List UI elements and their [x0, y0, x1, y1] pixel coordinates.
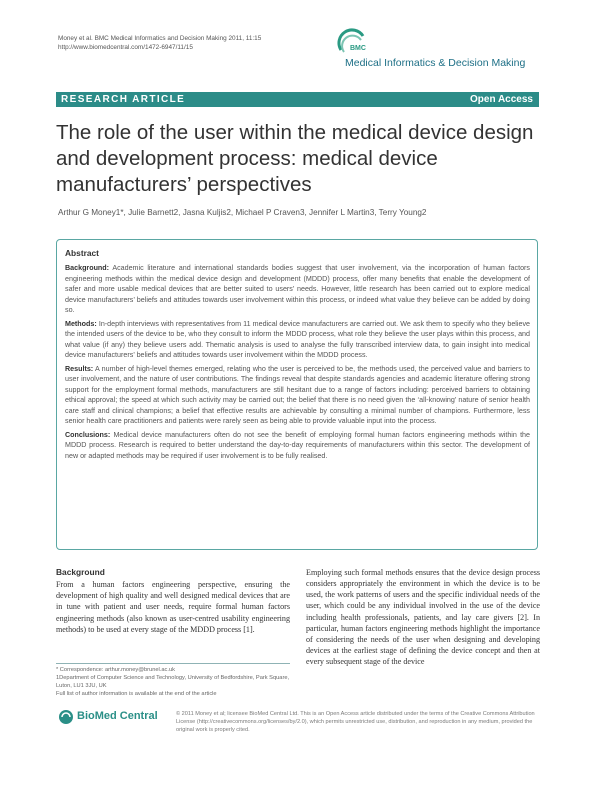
footnote-divider — [56, 663, 290, 664]
publisher-logo — [58, 709, 170, 727]
footnotes — [56, 666, 290, 698]
journal-logo — [337, 28, 552, 72]
open-access-label: Open Access — [470, 94, 533, 105]
journal-name: Medical Informatics & Decision Making — [345, 57, 526, 69]
abstract-methods — [65, 319, 530, 361]
citation-line: Money et al. BMC Medical Informatics and Decision Making 2011, 11:15 — [58, 35, 262, 42]
abstract-text: In-depth interviews with representatives from 11 medical device manufacturers are carried out. We ask them to specify who they believe the intended users of the device to be, who they consult to inform the MDDD process, what role they believe the user plays within this process, and what value (if any) they believe users add. Thematic analysis is used to analyse the fully transcribed interview data, to gain insight into medical device manufacturers’ beliefs and attitudes towards user involvement within the MDDD process. — [65, 319, 530, 359]
affiliation-note: 1Department of Computer Science and Technology, University of Bedfordshire, Park Square, Luton, LU1 3JU, UK — [56, 675, 290, 689]
bmc-logo-icon — [337, 28, 367, 58]
body-paragraph: Employing such formal methods ensures that the device design process considers appropriately the environment in which the device is to be used, the work patterns of users and the specific individual needs of the user, which could be any individual involved in the use of the device including health professionals, patients, and lay care givers [2]. In particular, human factors engineering methods highlight the importance of considering the needs of the user when designing and developing devices at the earliest stage of defining the device concept and then at every subsequent stage of the device — [306, 568, 540, 667]
correspondence-note: * Correspondence: arthur.money@brunel.ac.uk — [56, 667, 175, 673]
abstract-label: Results: — [65, 364, 94, 373]
article-type-banner — [56, 92, 539, 107]
abstract-text: A number of high-level themes emerged, relating who the user is perceived to be, the methods used, the perceived value and barriers to user involvement, and the nature of user contributions. The findings reveal that despite standards agencies and academic literature offering strong support for the employment formal methods, manufacturers are still hesitant due to a range of factors including: perceived barriers to obtaining ethical approval; the speed at which such activity may be carried out; the belief that there is no need given the ‘all-knowing’ nature of senior health care staff and clinical champions; a belief that effective results are achievable by consulting a minimal number of champions. Furthermore, less senior health care practitioners and patients were rarely seen as being able to provide valuable input into the process. — [65, 364, 530, 425]
author-list: Arthur G Money1*, Julie Barnett2, Jasna Kuljis2, Michael P Craven3, Jennifer L Martin3, Terry Young2 — [58, 208, 427, 217]
abstract-conclusions — [65, 430, 530, 462]
abstract-background — [65, 263, 530, 316]
license-text: © 2011 Money et al; licensee BioMed Central Ltd. This is an Open Access article distributed under the terms of the Creative Commons Attribution License (http://creativecommons.org/licenses/by/2.0), which permits unrestricted use, distribution, and reproduction in any medium, provided the original work is properly cited. — [176, 711, 535, 733]
abstract-text: Academic literature and international standards bodies suggest that user involvement, via the incorporation of human factors engineering methods within the medical device design and development (MDDD) process, offer many benefits that enable the development of safer and more usable medical devices that are better suited to users’ needs. However, little research has been carried out to explore medical device manufacturers’ beliefs and attitudes towards user involvement within this process, or indeed what value they believe can be added by doing so. — [65, 264, 530, 314]
abstract-text: Medical device manufacturers often do not see the benefit of employing formal human factors engineering methods within the MDDD process. Research is required to better understand the day-to-day requirements of manufacturers within this sector. The development of new or adapted methods may be required if user involvement is to be fully realised. — [65, 430, 530, 460]
body-right-column — [306, 567, 540, 667]
abstract-label: Methods: — [65, 319, 97, 328]
article-title: The role of the user within the medical device design and development process: medical device manufacturers’ perspectives — [56, 121, 534, 196]
author-info-note: Full list of author information is available at the end of the article — [56, 691, 217, 697]
body-paragraph: From a human factors engineering perspective, ensuring the development of high quality and well designed medical devices that are in tune with patient and user needs, require formal human factors engineering methods (also known as user-centred usability engineering methods) to be used at every stage of the MDDD process [1]. — [56, 580, 290, 634]
citation-header — [58, 34, 261, 52]
article-type-label: RESEARCH ARTICLE — [61, 94, 186, 105]
article-url[interactable]: http://www.biomedcentral.com/1472-6947/11/15 — [58, 44, 193, 51]
abstract-box — [56, 239, 538, 550]
abstract-heading: Abstract — [65, 248, 99, 258]
body-left-column — [56, 567, 290, 635]
publisher-name: BioMed Central — [77, 710, 158, 722]
abstract-results — [65, 364, 530, 427]
journal-abbr: BMC — [350, 45, 366, 52]
section-heading: Background — [56, 567, 105, 577]
biomed-central-icon — [58, 709, 74, 725]
abstract-label: Background: — [65, 264, 110, 272]
abstract-label: Conclusions: — [65, 430, 111, 439]
